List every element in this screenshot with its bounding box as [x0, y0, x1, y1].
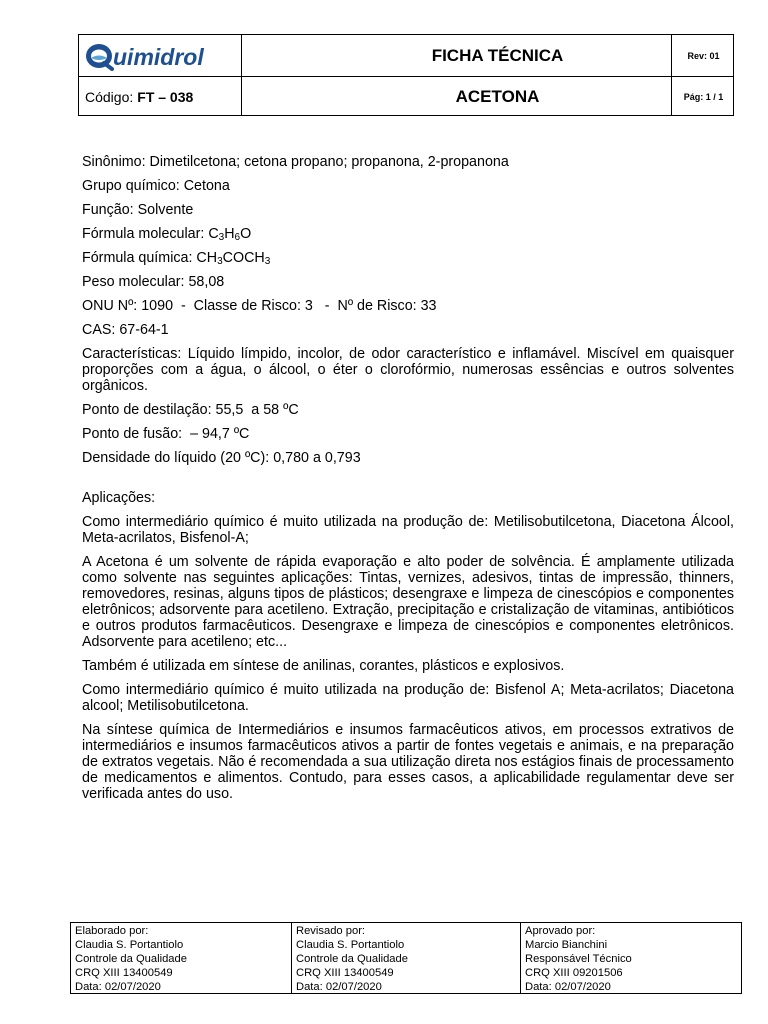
spec-onu: ONU Nº: 1090 - Classe de Risco: 3 - Nº de Risco: 33: [82, 298, 437, 314]
formula-subscript: 3: [264, 256, 271, 267]
aplicacoes-paragraph: A Acetona é um solvente de rápida evaporação e alto poder de solvência. É amplamente utilizada como solvente nas seguintes aplicações: Tintas, vernizes, adesivos, tintas de impressão, thinners, removedores, resinas, alguns tipos de plásticos; desengraxe e limpeza de cinescópios e componentes eletrônicos; adsorvente para acetileno. Extração, precipitação e cristalização de vitaminas, antibióticos e outros produtos farmacêuticos. Desengraxe e limpeza de cinescópios e componentes eletrônicos. Adsorvente para acetileno; etc...: [82, 554, 734, 650]
spec-peso: Peso molecular: 58,08: [82, 274, 225, 290]
spec-cas: CAS: 67-64-1: [82, 322, 169, 338]
quimidrol-logo-mark: [84, 41, 236, 71]
revisado-crq: CRQ XIII 13400549: [296, 967, 394, 979]
revisado-name: Claudia S. Portantiolo: [296, 939, 405, 951]
elaborado-role: Controle da Qualidade: [75, 953, 187, 965]
formula-quimica-label: Fórmula química:: [82, 250, 197, 266]
formula-molecular-label: Fórmula molecular:: [82, 226, 209, 242]
elaborado-label: Elaborado por:: [75, 925, 149, 937]
formula-part: H: [224, 226, 235, 242]
section-gap: [82, 474, 734, 490]
elaborado-name: Claudia S. Portantiolo: [75, 939, 184, 951]
spec-grupo: Grupo químico: Cetona: [82, 178, 230, 194]
aplicacoes-heading: Aplicações:: [82, 490, 156, 506]
formula-part: C: [208, 226, 219, 242]
aplicacoes-paragraph: Também é utilizada em síntese de anilinas, corantes, plásticos e explosivos.: [82, 658, 565, 674]
document-title: FICHA TÉCNICA: [431, 45, 564, 65]
company-logo: [79, 35, 241, 76]
aprovado-name: Marcio Bianchini: [525, 939, 608, 951]
spec-destilacao: Ponto de destilação: 55,5 a 58 ºC: [82, 402, 299, 418]
revisado-role: Controle da Qualidade: [296, 953, 408, 965]
code-label: Código:: [85, 88, 134, 105]
formula-subscript: 3: [218, 232, 225, 243]
revisado-label: Revisado por:: [296, 925, 366, 937]
formula-part: CH: [196, 250, 218, 266]
spec-funcao: Função: Solvente: [82, 202, 194, 218]
document-header: [78, 34, 734, 116]
revisado-column: [291, 923, 520, 993]
revisado-date: Data: 02/07/2020: [296, 981, 382, 993]
aprovado-column: [520, 923, 741, 993]
logo-text: uimidrol: [113, 43, 204, 70]
aprovado-crq: CRQ XIII 09201506: [525, 967, 623, 979]
document-body: [82, 154, 734, 810]
aprovado-role: Responsável Técnico: [525, 953, 632, 965]
spec-formula-molecular: [82, 226, 734, 242]
elaborado-column: [71, 923, 291, 993]
spec-sinonimo: Sinônimo: Dimetilcetona; cetona propano; propanona, 2-propanona: [82, 154, 509, 170]
revision-label: Rev: 01: [687, 50, 720, 61]
code-value: FT – 038: [137, 88, 194, 105]
formula-subscript: 6: [234, 232, 241, 243]
elaborado-crq: CRQ XIII 13400549: [75, 967, 173, 979]
spec-fusao: Ponto de fusão: – 94,7 ºC: [82, 426, 250, 442]
formula-part: COCH: [222, 250, 265, 266]
document-code: [79, 77, 241, 116]
formula-part: O: [240, 226, 252, 242]
aprovado-date: Data: 02/07/2020: [525, 981, 611, 993]
aplicacoes-paragraph: Como intermediário químico é muito utilizada na produção de: Metilisobutilcetona, Diacetona Álcool, Meta-acrilatos, Bisfenol-A;: [82, 514, 734, 546]
spec-caracteristicas: Características: Líquido límpido, incolor, de odor característico e inflamável. Miscível em quaisquer proporções com a água, o álcool, o éter o clorofórmio, numerosas essências e outros solventes orgânicos.: [82, 346, 734, 394]
aplicacoes-paragraph: Na síntese química de Intermediários e insumos farmacêuticos ativos, em processos extrativos de intermediários e insumos farmacêuticos ativos a partir de fontes vegetais e animais, e na preparação de extratos vegetais. Não é recomendada a sua utilização direta nos estágios finais de processamento de medicamentos e alimentos. Contudo, para esses casos, a aplicabilidade regulamentar deve ser verificada antes do uso.: [82, 722, 734, 802]
aplicacoes-paragraph: Como intermediário químico é muito utilizada na produção de: Bisfenol A; Meta-acrilatos; Diacetona alcool; Metilisobutilcetona.: [82, 682, 734, 714]
spec-densidade: Densidade do líquido (20 ºC): 0,780 a 0,793: [82, 450, 361, 466]
formula-subscript: 3: [217, 256, 223, 267]
page-number: Pág: 1 / 1: [683, 91, 724, 102]
elaborado-date: Data: 02/07/2020: [75, 981, 161, 993]
aprovado-label: Aprovado por:: [525, 925, 596, 937]
product-name: ACETONA: [455, 86, 540, 106]
approval-footer: [70, 922, 742, 994]
spec-formula-quimica: [82, 250, 734, 266]
